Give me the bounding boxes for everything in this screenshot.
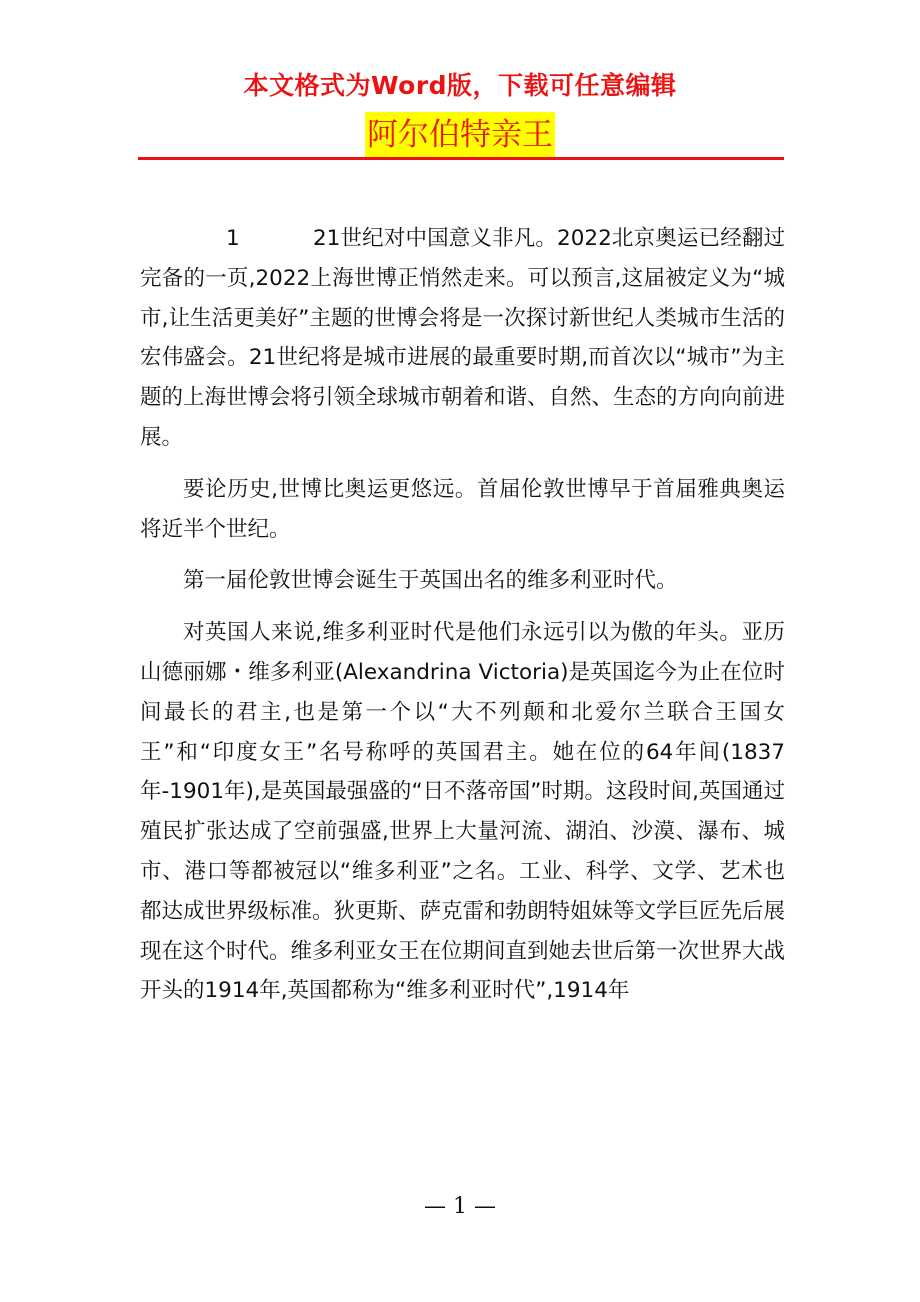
title-wrapper bbox=[0, 112, 920, 158]
format-notice: 本文格式为Word版，下载可任意编辑 bbox=[243, 71, 677, 100]
document-body bbox=[140, 219, 785, 1023]
paragraph-2: 要论历史,世博比奥运更悠远。首届伦敦世博早于首届雅典奥运将近半个世纪。 bbox=[140, 476, 785, 542]
document-title: 阿尔伯特亲王 bbox=[365, 112, 555, 158]
title-divider bbox=[138, 157, 784, 160]
paragraph-4: 对英国人来说,维多利亚时代是他们永远引以为傲的年头。亚历山德丽娜・维多利亚(Alexandrina Victoria)是英国迄今为止在位时间最长的君主,也是第一个以“大不列颠和北爱尔兰联合王国女王”和“印度女王”名号称呼的英国君主。她在位的64年间(1837年-1901年),是英国最强盛的“日不落帝国”时期。这段时间,英国通过殖民扩张达成了空前强盛,世界上大量河流、湖泊、沙漠、瀑布、城市、港口等都被冠以“维多利亚”之名。工业、科学、文学、艺术也都达成世界级标准。狄更斯、萨克雷和勃朗特姐妹等文学巨匠先后展现在这个时代。维多利亚女王在位期间直到她去世后第一次世界大战开头的1914年,英国都称为“维多利亚时代”,1914年 bbox=[140, 620, 786, 1004]
page-number: — 1 — bbox=[424, 1194, 496, 1219]
paragraph-number: 1 bbox=[226, 226, 240, 251]
paragraph-1 bbox=[140, 219, 785, 458]
paragraph-3: 第一届伦敦世博会诞生于英国出名的维多利亚时代。 bbox=[183, 568, 678, 594]
paragraph-1-text: 21世纪对中国意义非凡。2022北京奥运已经翻过完备的一页,2022上海世博正悄然走来。可以预言,这届被定义为“城市,让生活更美好”主题的世博会将是一次探讨新世纪人类城市生活的宏伟盛会。21世纪将是城市进展的最重要时期,而首次以“城市”为主题的上海世博会将引领全球城市朝着和谐、自然、生态的方向向前进展。 bbox=[140, 226, 786, 450]
